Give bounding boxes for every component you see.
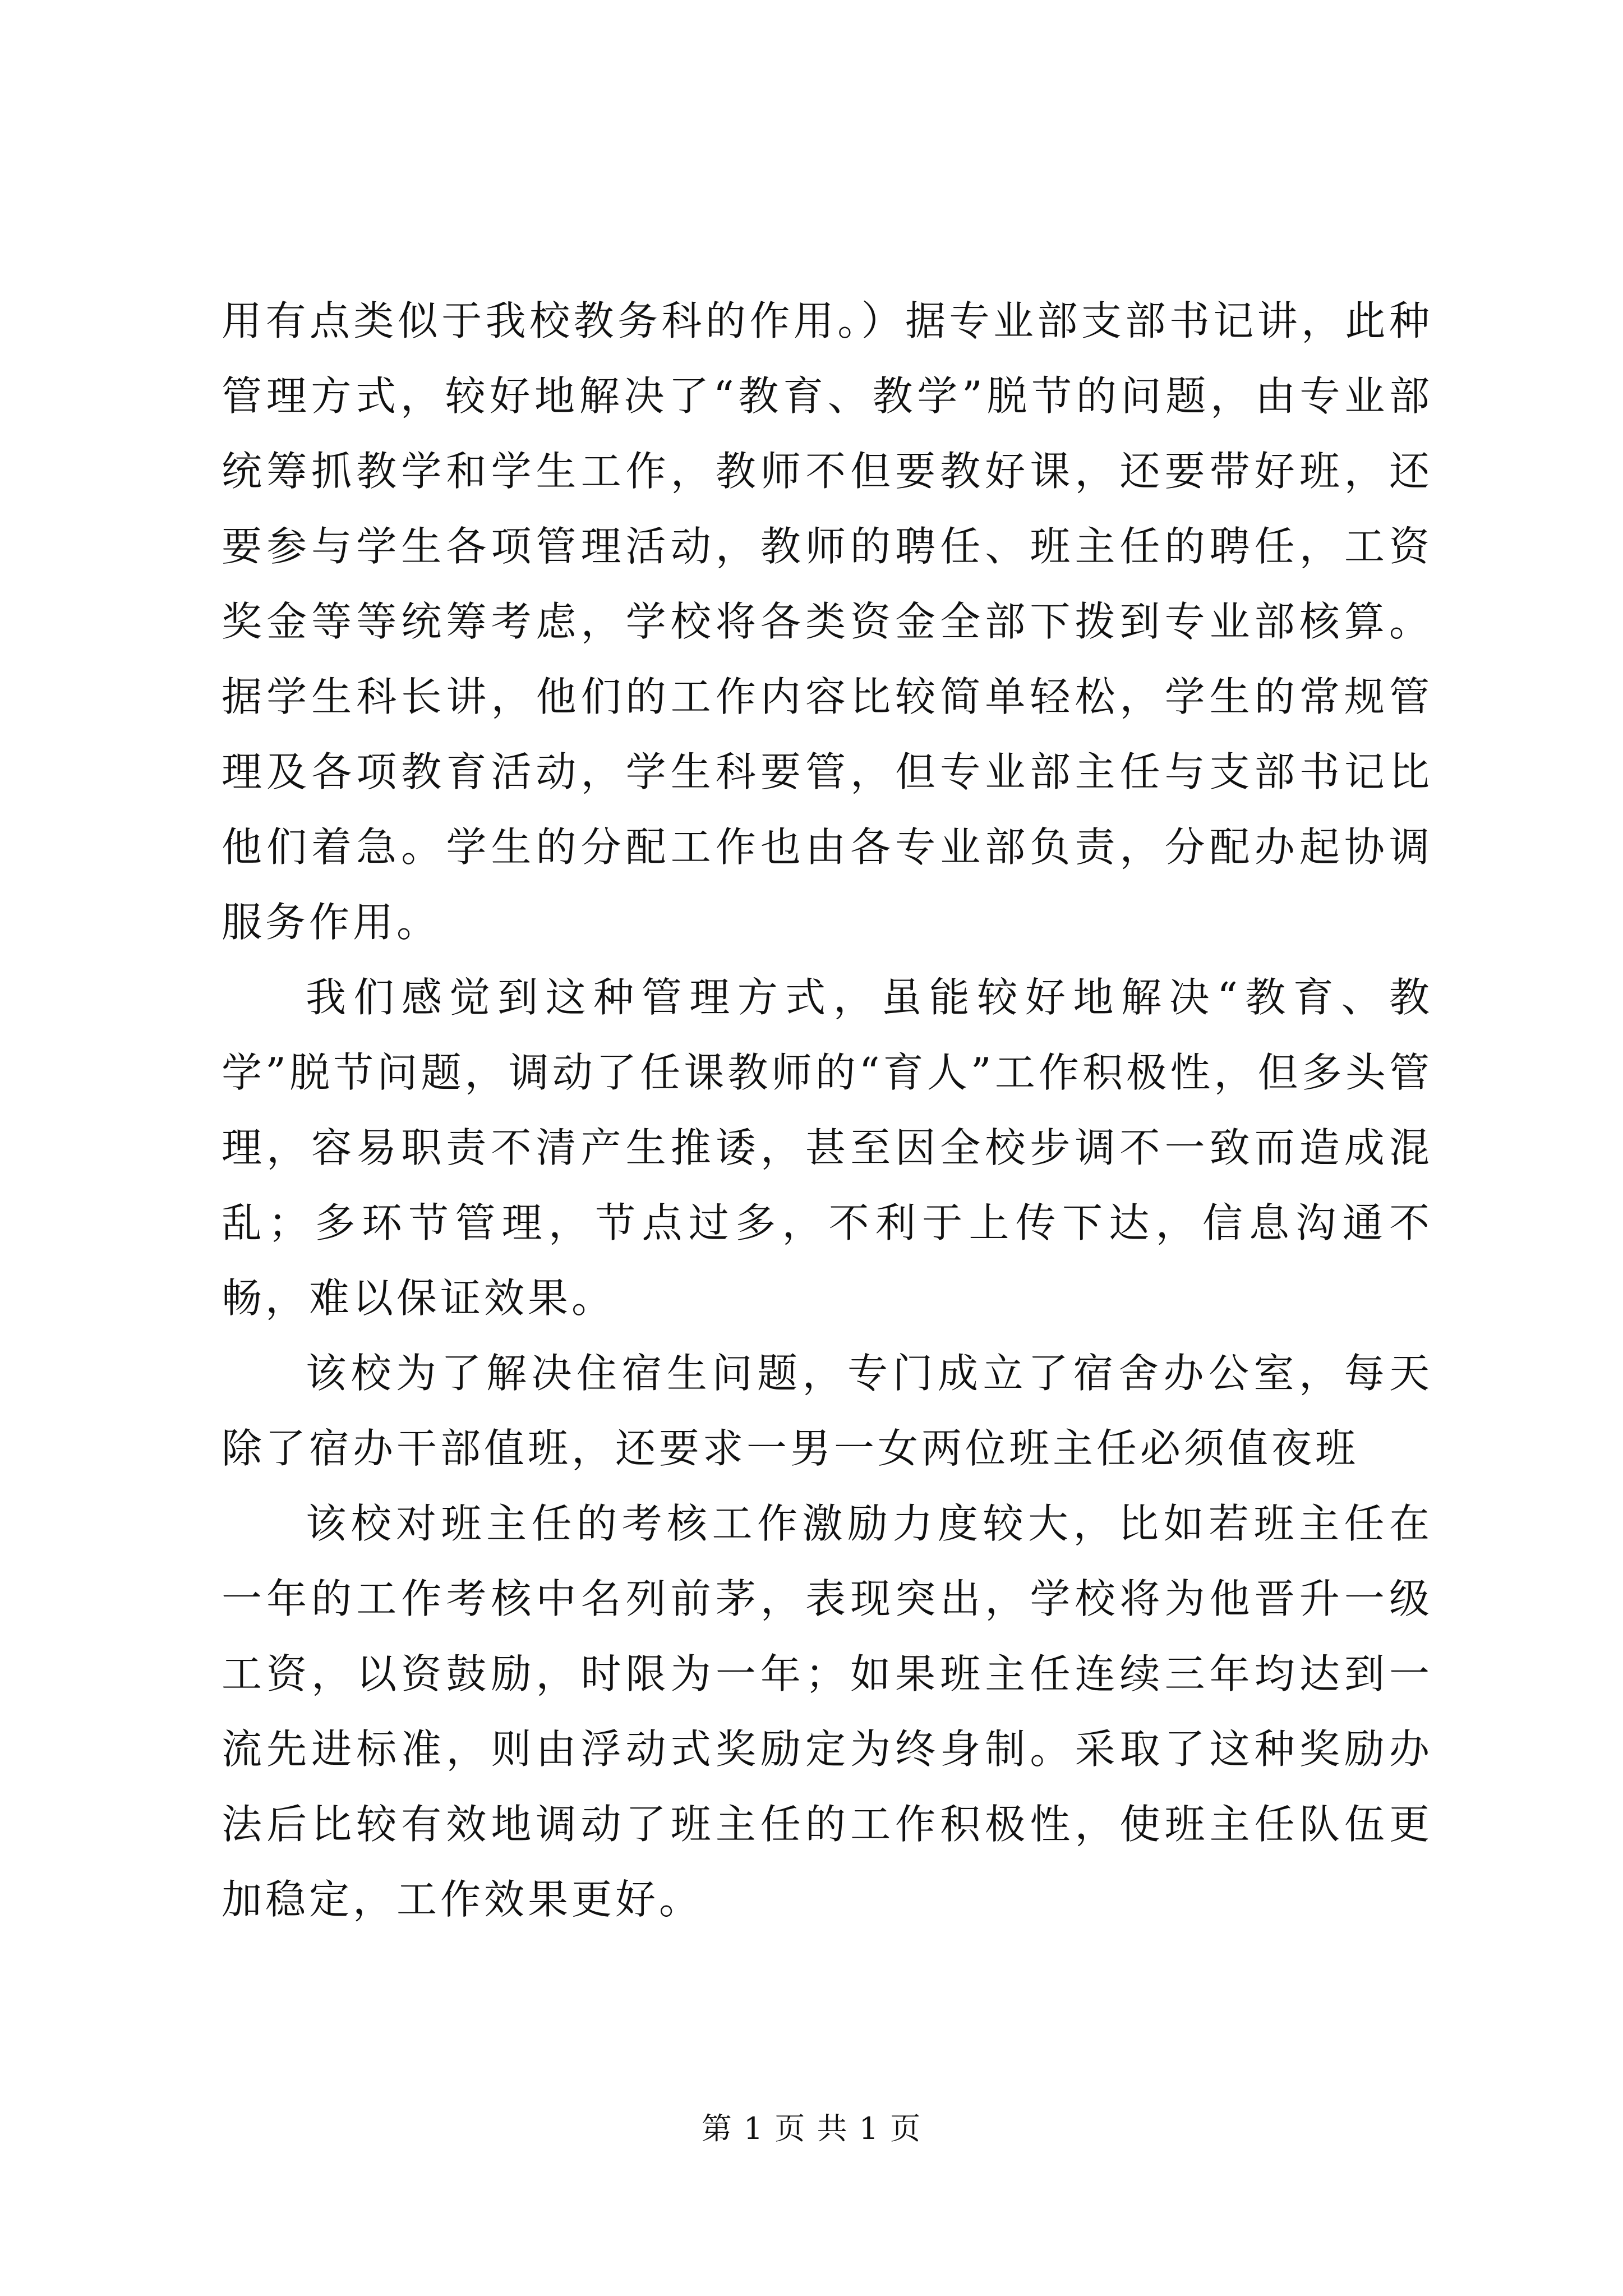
paragraph-1: 用有点类似于我校教务科的作用。）据专业部支部书记讲，此种管理方式，较好地解决了“教育、教学”脱节的问题，由专业部统筹抓教学和学生工作，教师不但要教好课，还要带好班，还要参与学生各项管理活动，教师的聘任、班主任的聘任，工资奖金等等统筹考虑，学校将各类资金全部下拨到专业部核算。据学生科长讲，他们的工作内容比较简单轻松，学生的常规管理及各项教育活动，学生科要管，但专业部主任与支部书记比他们着急。学生的分配工作也由各专业部负责，分配办起协调服务作用。 <box>222 297 1433 946</box>
page-footer: 第 1 页 共 1 页 <box>701 2111 922 2146</box>
paragraph-4: 该校对班主任的考核工作激励力度较大，比如若班主任在一年的工作考核中名列前茅，表现突出，学校将为他晋升一级工资，以资鼓励，时限为一年；如果班主任连续三年均达到一流先进标准，则由浮动式奖励定为终身制。采取了这种奖励办法后比较有效地调动了班主任的工作积极性，使班主任队伍更加稳定，工作效果更好。 <box>222 1500 1433 1923</box>
document-body <box>222 283 1433 1937</box>
paragraph-2: 我们感觉到这种管理方式，虽能较好地解决“教育、教学”脱节问题，调动了任课教师的“育人”工作积极性，但多头管理，容易职责不清产生推诿，甚至因全校步调不一致而造成混乱；多环节管理，节点过多，不利于上传下达，信息沟通不畅，难以保证效果。 <box>222 974 1433 1322</box>
paragraph-3: 该校为了解决住宿生问题，专门成立了宿舍办公室，每天除了宿办干部值班，还要求一男一女两位班主任必须值夜班 <box>222 1350 1433 1472</box>
